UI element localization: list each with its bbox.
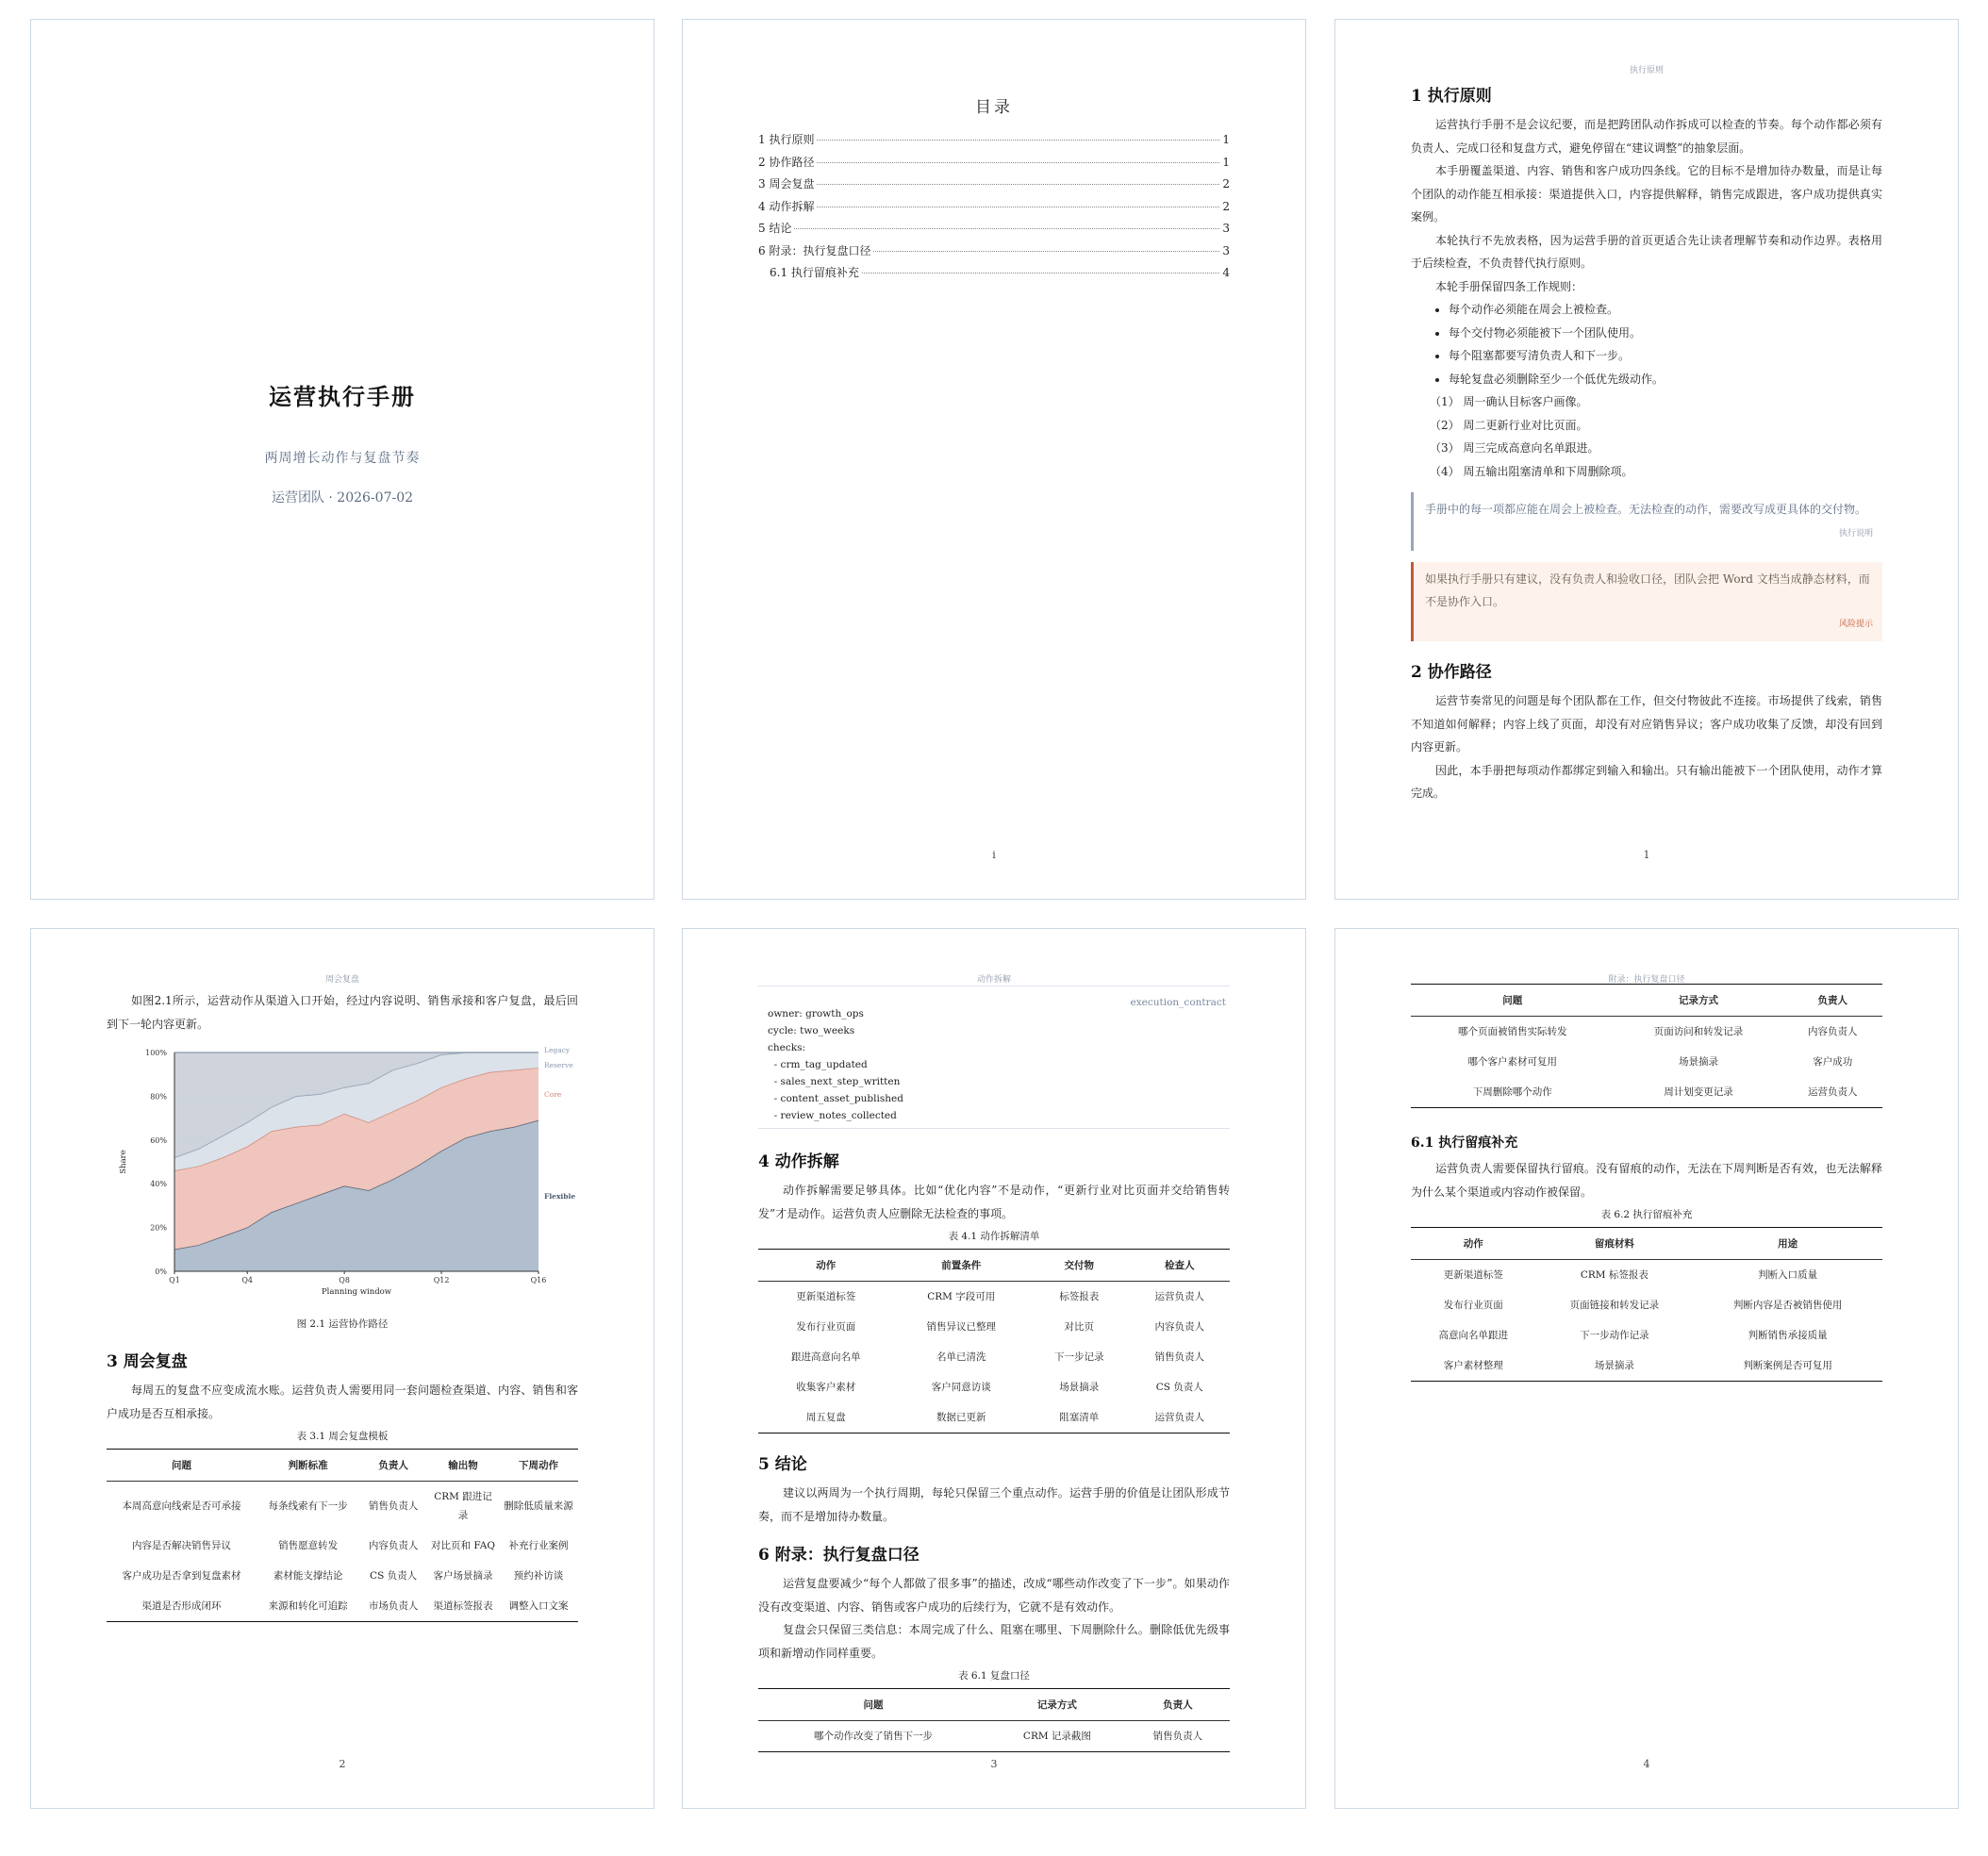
table-row (107, 1531, 578, 1561)
table-cell: 哪个客户素材可复用 (1467, 1056, 1558, 1068)
table-row (1411, 1320, 1882, 1351)
review-template-table (107, 1449, 578, 1622)
table-cell: 来源和转化可追踪 (257, 1591, 359, 1622)
table-cell: 场景摘录 (1536, 1351, 1694, 1382)
table-cell: 场景摘录 (1678, 1056, 1718, 1068)
toc-entry[interactable] (758, 242, 1230, 265)
column-header: 问题 (1411, 985, 1615, 1017)
code-block (758, 986, 1230, 1129)
code-line: - content_asset_published (768, 1093, 903, 1104)
table-cell: 周五复盘 (758, 1402, 893, 1433)
toc-entry-page: 2 (1222, 177, 1230, 191)
toc-entry[interactable] (758, 175, 1230, 198)
table-cell: 判断销售承接质量 (1748, 1330, 1828, 1341)
table-cell: 预约补访谈 (513, 1570, 564, 1582)
table-cell: 发布行业页面 (1443, 1300, 1503, 1311)
x-axis-label: Planning window (321, 1287, 392, 1297)
column-header: 下周动作 (499, 1450, 578, 1482)
table-cell: CRM 标签报表 (1580, 1269, 1648, 1281)
column-header: 动作 (758, 1250, 893, 1282)
table-cell: 下周删除哪个动作 (1411, 1077, 1615, 1108)
table-cell: CRM 字段可用 (927, 1291, 996, 1302)
column-header: 负责人 (1126, 1689, 1230, 1721)
page-4 (1334, 928, 1959, 1809)
table-cell: 哪个动作改变了销售下一步 (758, 1721, 988, 1752)
toc-entry[interactable] (758, 220, 1230, 242)
toc-title: 目录 (975, 98, 1013, 117)
series-label: Flexible (544, 1191, 576, 1201)
table-cell: 发布行业页面 (796, 1321, 856, 1333)
table-cell: 本周高意向线索是否可承接 (122, 1500, 241, 1512)
table-row (1411, 1290, 1882, 1320)
note-callout (1411, 492, 1882, 551)
table-cell: 场景摘录 (1059, 1382, 1100, 1393)
table-cell: 客户成功是否拿到复盘素材 (122, 1570, 241, 1582)
list-item: （4） 周五输出阻塞清单和下周删除项。 (1430, 464, 1633, 478)
paragraph: 运营复盘要减少“每个人都做了很多事”的描述，改成“哪些动作改变了下一步”。如果动作没有改变渠道、内容、销售或客户成功的后续行为，它就不是有效动作。 (758, 1577, 1230, 1614)
figure-caption: 图 2.1 运营协作路径 (296, 1318, 389, 1330)
page-2 (30, 928, 654, 1809)
toc-entry[interactable] (758, 198, 1230, 221)
table-cell: 渠道是否形成闭环 (107, 1591, 257, 1622)
table-cell: 素材能支撑结论 (273, 1570, 343, 1582)
table-cell: 销售负责人 (368, 1500, 419, 1512)
page-2-content (107, 989, 578, 1622)
page-number: 2 (339, 1758, 346, 1770)
subsection-heading: 6.1 执行留痕补充 (1411, 1135, 1518, 1151)
toc-entry-label: 5 结论 (758, 222, 792, 235)
paragraph: 运营节奏常见的问题是每个团队都在工作，但交付物彼此不连接。市场提供了线索，销售不知道如何解释；内容上线了页面，却没有对应销售异议；客户成功收集了反馈，却没有回到内容更新。 (1411, 694, 1882, 754)
paragraph: 本轮执行不先放表格，因为运营手册的首页更适合先让读者理解节奏和动作边界。表格用于后续检查，不负责替代执行原则。 (1411, 233, 1882, 270)
toc-entry-label: 6 附录：执行复盘口径 (758, 243, 871, 257)
table-cell: 数据已更新 (893, 1402, 1028, 1433)
table-caption: 表 4.1 动作拆解清单 (948, 1231, 1040, 1242)
running-header: 执行原则 (1629, 66, 1664, 75)
table-cell: 对比页和 FAQ (431, 1540, 495, 1551)
column-header: 动作 (1411, 1228, 1536, 1260)
column-header: 检查人 (1129, 1250, 1230, 1282)
table-cell: 收集客户素材 (796, 1382, 856, 1393)
table-cell: 对比页 (1064, 1321, 1094, 1333)
code-language-label: execution_contract (1130, 997, 1226, 1008)
table-cell: CS 负责人 (1155, 1382, 1203, 1393)
list-item: （3） 周三完成高意向名单跟进。 (1430, 441, 1599, 455)
warning-callout (1411, 562, 1882, 641)
column-header: 问题 (107, 1450, 257, 1482)
paragraph: 动作拆解需要足够具体。比如“优化内容”不是动作，“更新行业对比页面并交给销售转发”才是动作。运营负责人应删除无法检查的事项。 (758, 1184, 1230, 1220)
toc-entry-page: 2 (1222, 199, 1230, 213)
table-cell: 周计划变更记录 (1615, 1077, 1783, 1108)
table-cell: 销售异议已整理 (926, 1321, 996, 1333)
table-cell: 销售负责人 (1154, 1351, 1204, 1363)
table-row (1411, 1260, 1882, 1291)
y-tick-label: 20% (150, 1223, 167, 1233)
paragraph: 运营执行手册不是会议纪要，而是把跨团队动作拆成可以检查的节奏。每个动作都必须有负责人、完成口径和复盘方式，避免停留在“建议调整”的抽象层面。 (1411, 118, 1882, 155)
column-header: 前置条件 (893, 1250, 1028, 1282)
page-4-content (1411, 984, 1882, 1382)
paragraph: 如图2.1所示，运营动作从渠道入口开始，经过内容说明、销售承接和客户复盘，最后回到下一轮内容更新。 (107, 994, 578, 1031)
code-line: - crm_tag_updated (768, 1059, 868, 1070)
table-cell: 页面链接和转发记录 (1569, 1300, 1660, 1311)
table-row (758, 1342, 1230, 1372)
column-header: 记录方式 (988, 1689, 1126, 1721)
code-line: owner: growth_ops (768, 1008, 864, 1019)
y-tick-label: 40% (150, 1180, 167, 1189)
table-cell: 市场负责人 (359, 1591, 427, 1622)
column-header: 判断标准 (257, 1450, 359, 1482)
column-header: 用途 (1693, 1228, 1882, 1260)
paragraph: 建议以两周为一个执行周期，每轮只保留三个重点动作。运营手册的价值是让团队形成节奏，而不是增加待办数量。 (758, 1486, 1230, 1523)
toc-leader-dots (817, 184, 1219, 185)
table-cell: 页面访问和转发记录 (1653, 1026, 1744, 1037)
code-line: checks: (768, 1042, 806, 1053)
running-header: 周会复盘 (324, 975, 359, 985)
table-cell: 判断案例是否可复用 (1693, 1351, 1882, 1382)
y-axis-label: Share (119, 1150, 128, 1174)
toc-entry-page: 4 (1222, 266, 1230, 279)
table-row (758, 1372, 1230, 1402)
section-heading: 4 动作拆解 (758, 1152, 839, 1171)
review-criteria-table-continued (1411, 984, 1882, 1108)
figure (107, 1045, 578, 1331)
table-row (107, 1591, 578, 1622)
toc-entry-page: 3 (1222, 243, 1230, 257)
page-1 (1334, 19, 1959, 900)
section-heading: 5 结论 (758, 1455, 807, 1474)
table-cell: 跟进高意向名单 (790, 1351, 861, 1363)
toc-entry-label: 1 执行原则 (758, 133, 815, 146)
action-breakdown-table (758, 1249, 1230, 1433)
table-cell: 名单已清洗 (936, 1351, 986, 1363)
table-cell: 客户同意访谈 (931, 1382, 991, 1393)
page-1-content (1411, 82, 1882, 805)
table-row (1411, 1047, 1882, 1077)
toc-leader-dots (873, 251, 1219, 252)
table-row (758, 1721, 1230, 1752)
paragraph: 本轮手册保留四条工作规则： (1435, 279, 1583, 293)
list-item: • 每个交付物必须能被下一个团队使用。 (1449, 322, 1882, 345)
page-number: 3 (990, 1758, 998, 1770)
table-row (758, 1282, 1230, 1313)
toc-entry-label: 3 周会复盘 (758, 177, 815, 191)
toc-entry-page: 1 (1222, 133, 1230, 146)
running-header: 动作拆解 (976, 975, 1011, 985)
toc-entry-label: 2 协作路径 (758, 155, 815, 169)
toc-list (758, 131, 1230, 287)
list-item: • 每轮复盘必须删除至少一个低优先级动作。 (1449, 368, 1882, 391)
toc-leader-dots (794, 228, 1219, 229)
table-caption: 表 3.1 周会复盘模板 (296, 1431, 389, 1442)
code-line: - sales_next_step_written (768, 1076, 901, 1087)
table-caption: 表 6.1 复盘口径 (958, 1670, 1030, 1682)
cover-subtitle: 两周增长动作与复盘节奏 (264, 451, 421, 466)
paragraph: 因此，本手册把每项动作都绑定到输入和输出。只有输出能被下一个团队使用，动作才算完成。 (1411, 763, 1882, 800)
table-cell: 高意向名单跟进 (1438, 1330, 1508, 1341)
section-heading: 3 周会复盘 (107, 1352, 188, 1371)
list-item: （2） 周二更新行业对比页面。 (1430, 418, 1588, 432)
x-tick-label: Q16 (530, 1276, 547, 1284)
cover-title: 运营执行手册 (269, 383, 416, 410)
table-cell: 标签报表 (1059, 1291, 1100, 1302)
paragraph: 运营负责人需要保留执行留痕。没有留痕的动作，无法在下周判断是否有效，也无法解释为什么某个渠道或内容动作被保留。 (1411, 1162, 1882, 1199)
table-cell: 补充行业案例 (508, 1540, 569, 1551)
column-header: 负责人 (359, 1450, 427, 1482)
page-3-content (758, 986, 1230, 1752)
table-row (1411, 1351, 1882, 1382)
page-number: i (992, 849, 996, 861)
table-cell: 内容负责人 (1807, 1026, 1858, 1037)
page-toc (682, 19, 1306, 900)
y-tick-label: 60% (150, 1135, 167, 1145)
toc-leader-dots (817, 140, 1219, 141)
list-item: （1） 周一确认目标客户画像。 (1430, 395, 1588, 408)
numbered-list (1411, 390, 1882, 483)
table-cell: 渠道标签报表 (427, 1591, 499, 1622)
table-cell: 运营负责人 (1154, 1291, 1204, 1302)
table-cell: 内容是否解决销售异议 (132, 1540, 231, 1551)
series-label: Reserve (544, 1061, 573, 1069)
table-cell: 判断入口质量 (1758, 1269, 1818, 1281)
table-cell: 销售负责人 (1126, 1721, 1230, 1752)
column-header: 问题 (758, 1689, 988, 1721)
toc-entry[interactable] (758, 154, 1230, 176)
warning-text: 如果执行手册只有建议，没有负责人和验收口径，团队会把 Word 文档当成静态材料，而不是协作入口。 (1425, 572, 1870, 608)
table-cell: 客户场景摘录 (433, 1570, 493, 1582)
code-line: cycle: two_weeks (768, 1025, 855, 1036)
series-label: Core (544, 1090, 562, 1100)
table-row (1411, 1017, 1882, 1048)
paragraph: 每周五的复盘不应变成流水账。运营负责人需要用同一套问题检查渠道、内容、销售和客户成功是否互相承接。 (107, 1384, 578, 1420)
review-criteria-table (758, 1688, 1230, 1752)
table-cell: 阻塞清单 (1029, 1402, 1130, 1433)
column-header: 记录方式 (1615, 985, 1783, 1017)
series-label: Legacy (544, 1046, 571, 1054)
table-cell: CS 负责人 (370, 1570, 418, 1582)
y-tick-label: 0% (155, 1268, 167, 1276)
toc-entry-label: 4 动作拆解 (758, 199, 815, 213)
table-row (1411, 1077, 1882, 1108)
table-cell: 删除低质量来源 (504, 1500, 573, 1512)
page-cover (30, 19, 654, 900)
list-item: • 每个动作必须能在周会上被检查。 (1449, 298, 1882, 322)
table-cell: 下一步动作记录 (1580, 1330, 1649, 1341)
page-number: 1 (1643, 849, 1650, 861)
paragraph: 本手册覆盖渠道、内容、销售和客户成功四条线。它的目标不是增加待办数量，而是让每个团队的动作能互相承接：渠道提供入口，内容提供解释，销售完成跟进，客户成功提供真实案例。 (1411, 164, 1882, 224)
list-item: • 每个阻塞都要写清负责人和下一步。 (1449, 344, 1882, 368)
table-row (107, 1561, 578, 1591)
table-cell: 销售愿意转发 (278, 1540, 339, 1551)
area-chart (107, 1045, 578, 1309)
cover-meta: 运营团队 · 2026-07-02 (271, 490, 414, 505)
toc-entry-page: 1 (1222, 155, 1230, 169)
table-cell: CRM 记录截图 (988, 1721, 1126, 1752)
page-number: 4 (1643, 1758, 1650, 1770)
note-caption: 执行说明 (1838, 529, 1873, 539)
paragraph: 复盘会只保留三类信息：本周完成了什么、阻塞在哪里、下周删除什么。删除低优先级事项和新增动作同样重要。 (758, 1623, 1230, 1660)
column-header: 交付物 (1029, 1250, 1130, 1282)
table-row (107, 1482, 578, 1532)
table-cell: 内容负责人 (368, 1540, 419, 1551)
table-cell: 运营负责人 (1129, 1402, 1230, 1433)
column-header: 输出物 (427, 1450, 499, 1482)
warning-caption: 风险提示 (1838, 620, 1873, 629)
table-cell: 判断内容是否被销售使用 (1732, 1300, 1843, 1311)
table-cell: 调整入口文案 (499, 1591, 578, 1622)
table-cell: 客户素材整理 (1411, 1351, 1536, 1382)
table-cell: 内容负责人 (1154, 1321, 1204, 1333)
section-heading: 2 协作路径 (1411, 663, 1492, 682)
column-header: 负责人 (1782, 985, 1882, 1017)
table-caption: 表 6.2 执行留痕补充 (1600, 1209, 1693, 1220)
table-cell: 下一步记录 (1053, 1351, 1104, 1363)
y-tick-label: 100% (145, 1049, 167, 1057)
table-row (758, 1312, 1230, 1342)
toc-entry-page: 3 (1222, 222, 1230, 235)
x-tick-label: Q8 (339, 1276, 350, 1284)
bullet-list (1411, 298, 1882, 390)
toc-entry[interactable] (758, 264, 1230, 287)
section-heading: 6 附录：执行复盘口径 (758, 1546, 919, 1565)
page-3 (682, 928, 1306, 1809)
x-tick-label: Q4 (241, 1276, 254, 1284)
table-row (758, 1402, 1230, 1433)
x-tick-label: Q1 (169, 1276, 180, 1284)
note-text: 手册中的每一项都应能在周会上被检查。无法检查的动作，需要改写成更具体的交付物。 (1425, 503, 1867, 516)
table-cell: 每条线索有下一步 (268, 1500, 348, 1512)
code-line: - review_notes_collected (768, 1110, 897, 1121)
x-tick-label: Q12 (433, 1276, 450, 1284)
toc-leader-dots (817, 162, 1219, 163)
running-header: 附录：执行复盘口径 (1608, 975, 1685, 985)
table-cell: CRM 跟进记录 (434, 1491, 492, 1521)
trace-supplement-table (1411, 1227, 1882, 1382)
table-cell: 哪个页面被销售实际转发 (1458, 1026, 1567, 1037)
table-cell: 客户成功 (1813, 1056, 1853, 1068)
toc-entry-label: 6.1 执行留痕补充 (770, 266, 859, 279)
toc-entry[interactable] (758, 131, 1230, 154)
y-tick-label: 80% (150, 1092, 167, 1102)
table-cell: 更新渠道标签 (1443, 1269, 1503, 1281)
table-cell: 更新渠道标签 (796, 1291, 856, 1302)
column-header: 留痕材料 (1536, 1228, 1694, 1260)
table-cell: 运营负责人 (1782, 1077, 1882, 1108)
section-heading: 1 执行原则 (1411, 87, 1492, 106)
